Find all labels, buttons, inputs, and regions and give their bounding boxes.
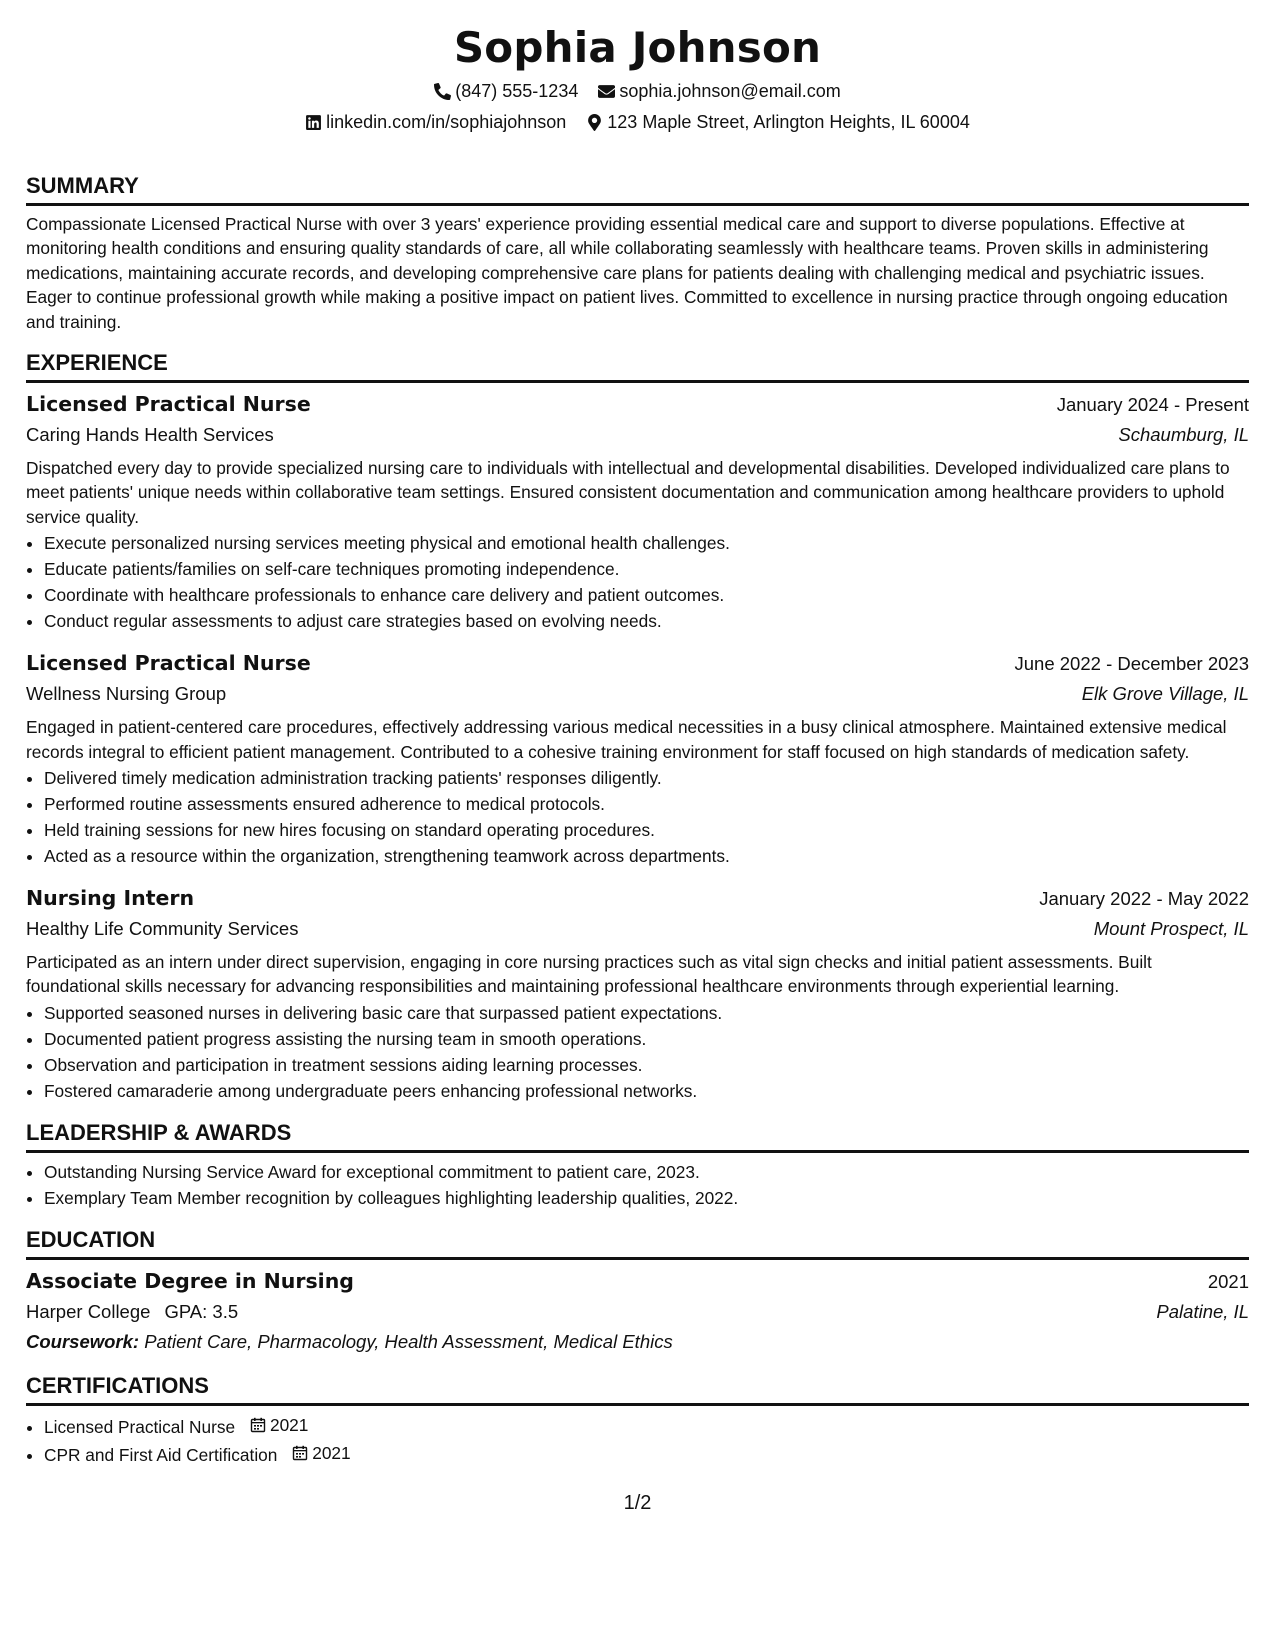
school-location: Palatine, IL <box>1156 1300 1249 1322</box>
page-number: 1/2 <box>623 1492 652 1514</box>
school-info <box>26 1297 238 1327</box>
job-description: Engaged in patient-centered care procedures, effectively addressing various medical necessities in a busy clinical atmosphere. Maintained extensive medical records integral to efficient patient management. Contributed to a cohesive training environment for staff focused on high standards of medication safety. <box>26 717 1227 762</box>
gpa: GPA: 3.5 <box>164 1300 239 1322</box>
certification-date <box>250 1412 308 1438</box>
contact-email <box>598 78 840 104</box>
calendar-icon <box>292 1445 308 1461</box>
email-text: sophia.johnson@email.com <box>619 81 841 101</box>
certification-name: CPR and First Aid Certification <box>44 1444 278 1465</box>
job-bullet: • Held training sessions for new hires focusing on standard operating procedures. <box>44 817 1249 843</box>
job-bullet: • Observation and participation in treatment sessions aiding learning processes. <box>44 1052 1249 1078</box>
address-text: 123 Maple Street, Arlington Heights, IL 60004 <box>607 112 970 132</box>
award-list <box>26 1159 1249 1211</box>
section-title-education: EDUCATION <box>26 1227 1249 1260</box>
job-bullet: • Performed routine assessments ensured adherence to medical protocols. <box>44 791 1249 817</box>
certification-name: Licensed Practical Nurse <box>44 1416 236 1437</box>
contact-address <box>586 109 970 135</box>
job-bullet: • Coordinate with healthcare professionals to enhance care delivery and patient outcomes. <box>44 582 1249 608</box>
section-title-leadership: LEADERSHIP & AWARDS <box>26 1120 1249 1153</box>
award-item: • Exemplary Team Member recognition by colleagues highlighting leadership qualities, 2022. <box>44 1185 1249 1211</box>
job-dates: January 2022 - May 2022 <box>1039 888 1249 910</box>
job-bullet: • Conduct regular assessments to adjust care strategies based on evolving needs. <box>44 608 1249 634</box>
job-location: Elk Grove Village, IL <box>1081 683 1249 705</box>
linkedin-icon <box>305 114 322 131</box>
coursework-label: Coursework: <box>26 1330 140 1352</box>
coursework <box>26 1327 1249 1357</box>
job-company: Healthy Life Community Services <box>26 918 299 940</box>
contact-phone <box>434 78 578 104</box>
contact-linkedin <box>305 109 566 135</box>
map-marker-icon <box>586 114 603 131</box>
school-name: Harper College <box>26 1300 151 1322</box>
job-bullets <box>26 530 1249 634</box>
job-dates: January 2024 - Present <box>1056 394 1249 416</box>
job-bullet: • Supported seasoned nurses in delivering basic care that surpassed patient expectations. <box>44 1000 1249 1026</box>
summary-text: Compassionate Licensed Practical Nurse with over 3 years' experience providing essential medical care and support to diverse populations. Effective at monitoring health conditions and ensuring quality standards of care, all while collaborating seamlessly with healthcare teams. Proven skills in administering medications, maintaining accurate records, and developing comprehensive care plans for patients dealing with challenging medical and psychiatric issues. Eager to continue professional growth while making a positive impact on patient lives. Committed to excellence in nursing practice through ongoing education and training. <box>26 214 1228 332</box>
job-location: Schaumburg, IL <box>1118 424 1249 446</box>
section-title-summary: SUMMARY <box>26 173 1249 206</box>
certification-date <box>292 1440 350 1466</box>
job-location: Mount Prospect, IL <box>1093 918 1249 940</box>
job-title: Nursing Intern <box>26 886 195 911</box>
job-bullet: • Educate patients/families on self-care techniques promoting independence. <box>44 556 1249 582</box>
job-company: Wellness Nursing Group <box>26 683 227 705</box>
job-title: Licensed Practical Nurse <box>26 392 311 417</box>
certification-year: 2021 <box>269 1414 309 1435</box>
job-bullets <box>26 1000 1249 1104</box>
envelope-icon <box>598 83 615 100</box>
phone-text: (847) 555-1234 <box>455 81 579 101</box>
linkedin-text: linkedin.com/in/sophiajohnson <box>326 112 567 132</box>
certification-item <box>44 1440 1249 1468</box>
job-company: Caring Hands Health Services <box>26 424 274 446</box>
contact-row-secondary <box>26 109 1249 135</box>
job-bullet: • Fostered camaraderie among undergraduate peers enhancing professional networks. <box>44 1078 1249 1104</box>
job-entry <box>26 389 1249 634</box>
graduation-year: 2021 <box>1207 1270 1249 1292</box>
phone-icon <box>434 83 451 100</box>
section-title-certifications: CERTIFICATIONS <box>26 1373 1249 1406</box>
coursework-list: Patient Care, Pharmacology, Health Assessment, Medical Ethics <box>144 1330 673 1352</box>
certification-list <box>26 1412 1249 1468</box>
job-bullet: • Acted as a resource within the organization, strengthening teamwork across departments. <box>44 843 1249 869</box>
job-bullet: • Documented patient progress assisting the nursing team in smooth operations. <box>44 1026 1249 1052</box>
job-title: Licensed Practical Nurse <box>26 651 311 676</box>
job-description: Participated as an intern under direct supervision, engaging in core nursing practices such as vital sign checks and initial patient assessments. Built foundational skills necessary for advancing responsibilities and maintaining professional healthcare environments through experiential learning. <box>26 952 1152 997</box>
certification-year: 2021 <box>312 1442 351 1463</box>
candidate-name: Sophia Johnson <box>453 23 822 72</box>
section-title-experience: EXPERIENCE <box>26 350 1249 383</box>
job-bullets <box>26 765 1249 869</box>
job-entry <box>26 648 1249 869</box>
job-bullet: • Delivered timely medication administration tracking patients' responses diligently. <box>44 765 1249 791</box>
calendar-icon <box>250 1417 266 1433</box>
job-bullet: • Execute personalized nursing services meeting physical and emotional health challenges. <box>44 530 1249 556</box>
job-dates: June 2022 - December 2023 <box>1014 653 1249 675</box>
job-description: Dispatched every day to provide specialized nursing care to individuals with intellectual and developmental disabilities. Developed individualized care plans to meet patients' unique needs within collaborative team settings. Ensured consistent documentation and communication among healthcare providers to uphold service quality. <box>26 458 1230 527</box>
award-item: • Outstanding Nursing Service Award for exceptional commitment to patient care, 2023. <box>44 1159 1249 1185</box>
certification-item <box>44 1412 1249 1440</box>
contact-row-primary <box>26 78 1249 104</box>
degree-name: Associate Degree in Nursing <box>26 1268 354 1293</box>
job-entry <box>26 883 1249 1104</box>
